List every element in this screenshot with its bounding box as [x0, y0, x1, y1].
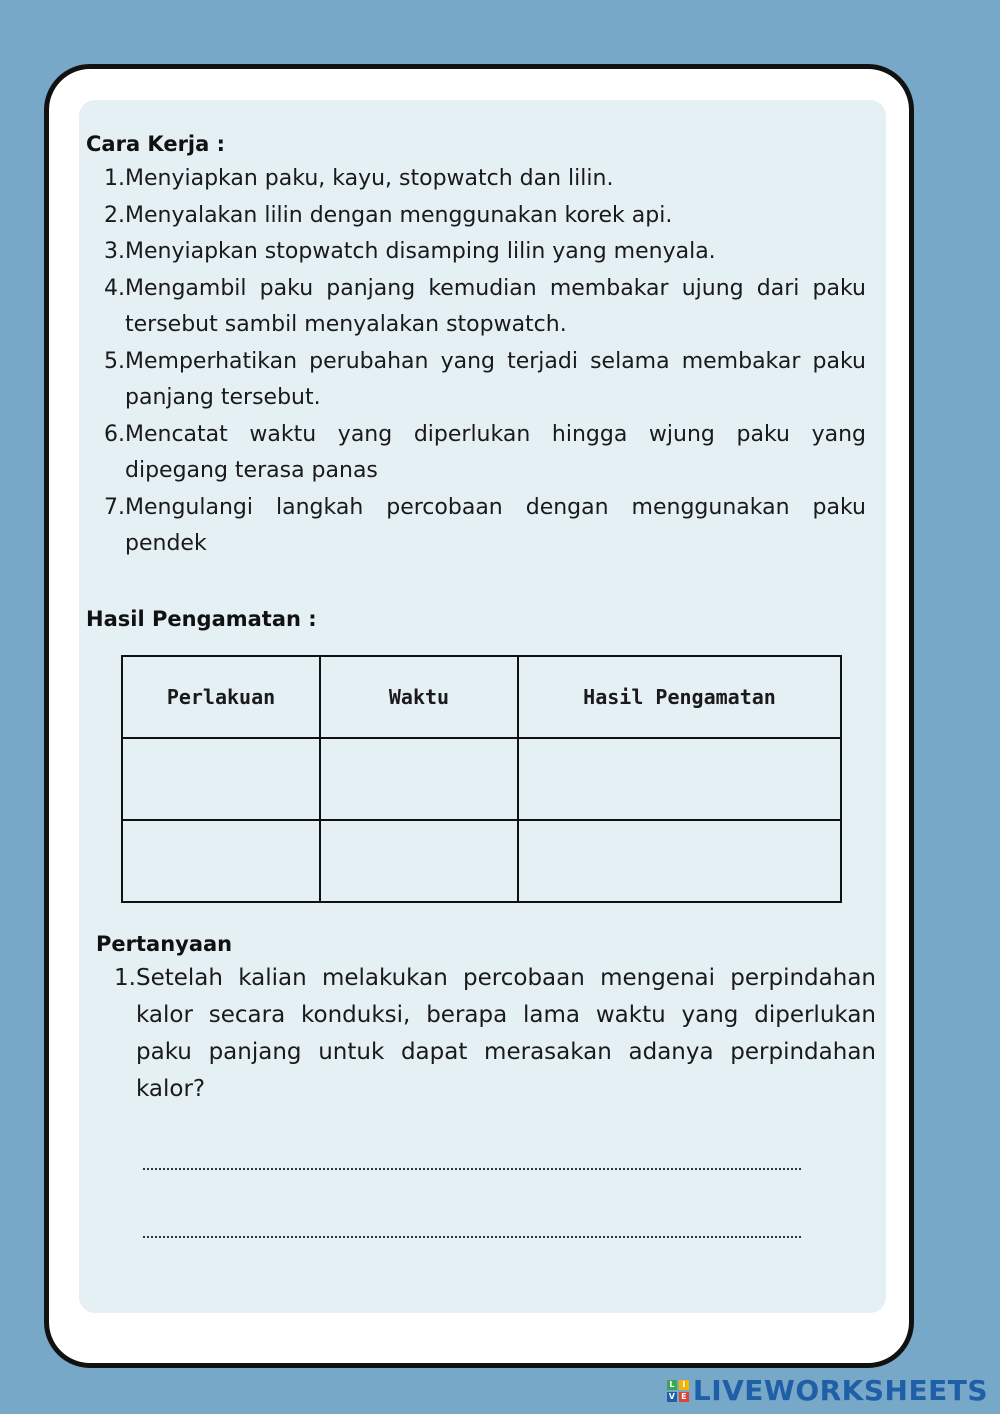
steps-list [100, 161, 866, 563]
observation-table [121, 655, 842, 903]
table-cell[interactable] [320, 738, 518, 820]
logo-icon: L I V E [667, 1380, 689, 1402]
list-item: 1. Menyiapkan paku, kayu, stopwatch dan lilin. [104, 166, 614, 191]
cara-kerja-title: Cara Kerja : [86, 132, 226, 156]
liveworksheets-logo [667, 1374, 988, 1407]
header-perlakuan: Perlakuan [122, 656, 320, 738]
table-cell[interactable] [122, 738, 320, 820]
table-cell[interactable] [320, 820, 518, 902]
table-row [122, 738, 841, 820]
table-cell[interactable] [122, 820, 320, 902]
table-cell[interactable] [518, 820, 841, 902]
answer-line-2[interactable] [143, 1236, 801, 1238]
table-header-row [122, 656, 841, 738]
list-item: 2. Menyalakan lilin dengan menggunakan korek api. [104, 202, 673, 228]
header-waktu: Waktu [320, 656, 518, 738]
answer-line-1[interactable] [143, 1168, 801, 1170]
list-item: 4. Mengambil paku panjang kemudian membakar ujung dari paku tersebut sambil menyalakan stopwatch. [104, 275, 866, 337]
questions-list [112, 960, 876, 1108]
list-item: 5. Memperhatikan perubahan yang terjadi selama membakar paku panjang tersebut. [104, 348, 866, 410]
hasil-pengamatan-title: Hasil Pengamatan : [86, 607, 317, 631]
header-hasil-pengamatan: Hasil Pengamatan [518, 656, 841, 738]
table-row [122, 820, 841, 902]
list-item: 6. Mencatat waktu yang diperlukan hingga wjung paku yang dipegang terasa panas [104, 421, 866, 483]
pertanyaan-title: Pertanyaan [96, 932, 233, 956]
list-item: 3. Menyiapkan stopwatch disamping lilin yang menyala. [104, 239, 716, 264]
table-cell[interactable] [518, 738, 841, 820]
list-item: 7. Mengulangi langkah percobaan dengan menggunakan paku pendek [104, 494, 866, 556]
logo-text: LIVEWORKSHEETS [692, 1374, 988, 1407]
list-item: 1. Setelah kalian melakukan percobaan mengenai perpindahan kalor secara konduksi, berapa lama waktu yang diperlukan paku panjang untuk dapat merasakan adanya perpindahan kalor? [114, 965, 876, 1102]
